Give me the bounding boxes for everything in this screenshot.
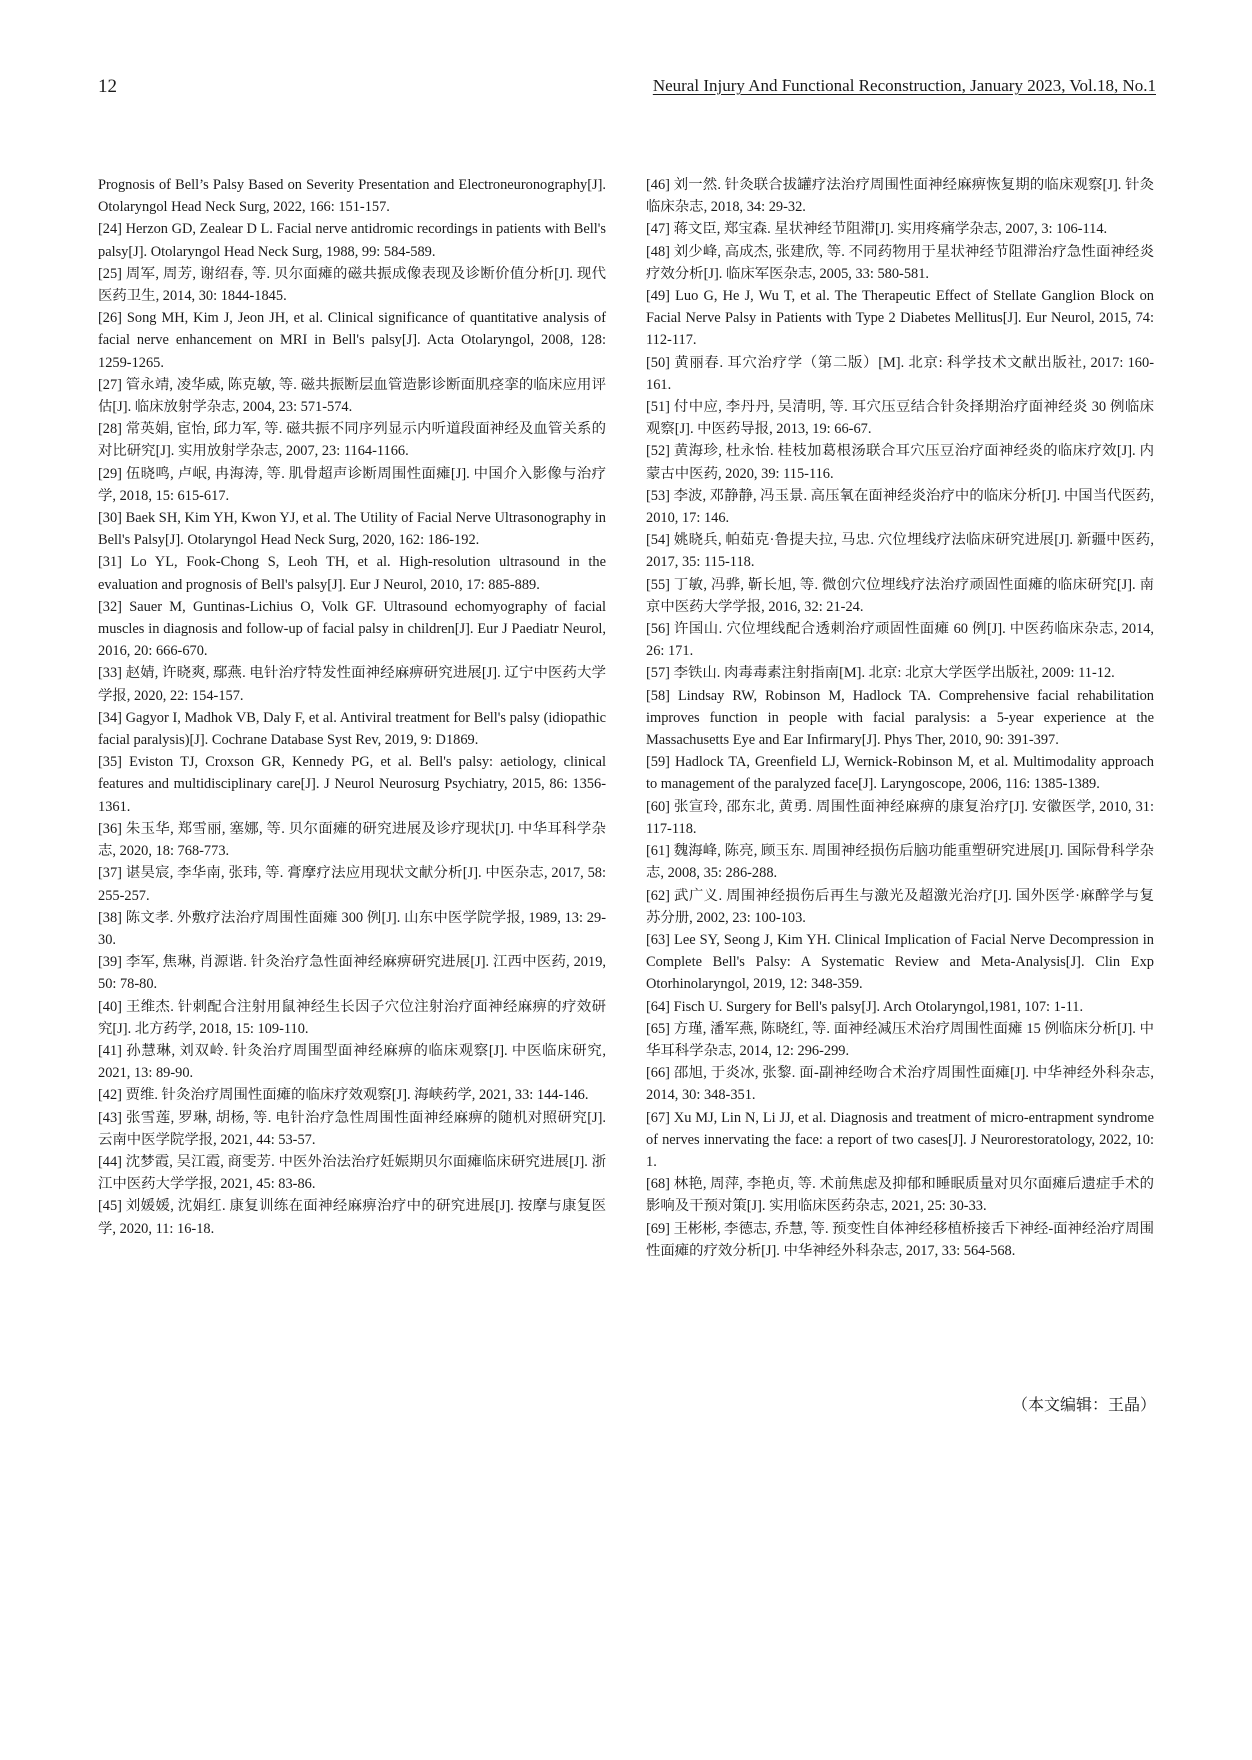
reference-item: [63] Lee SY, Seong J, Kim YH. Clinical Implication of Facial Nerve Decompression in Complete Bell's Palsy: A Systematic Review and Meta-Analysis[J]. Clin Exp Otorhinolaryngol, 2019, 12: 348-359.	[646, 931, 1154, 993]
reference-item: [34] Gagyor I, Madhok VB, Daly F, et al. Antiviral treatment for Bell's palsy (idiopathic facial paralysis)[J]. Cochrane Database Syst Rev, 2019, 9: D1869.	[98, 709, 606, 749]
reference-item: [57] 李铁山. 肉毒毒素注射指南[M]. 北京: 北京大学医学出版社, 2009: 11-12.	[646, 665, 1115, 682]
reference-item: [50] 黄丽春. 耳穴治疗学（第二版）[M]. 北京: 科学技术文献出版社, 2017: 160-161.	[646, 354, 1154, 393]
reference-item: [32] Sauer M, Guntinas-Lichius O, Volk GF. Ultrasound echomyography of facial muscles in diagnosis and follow-up of facial palsy in children[J]. Eur J Paediatr Neurol, 2016, 20: 666-670.	[98, 598, 606, 660]
reference-item: [65] 方瑾, 潘军燕, 陈晓红, 等. 面神经减压术治疗周围性面瘫 15 例临床分析[J]. 中华耳科学杂志, 2014, 12: 296-299.	[646, 1020, 1154, 1059]
reference-item: [39] 李军, 焦琳, 肖源谐. 针灸治疗急性面神经麻痹研究进展[J]. 江西中医药, 2019, 50: 78-80.	[98, 954, 606, 993]
reference-item: [61] 魏海峰, 陈亮, 顾玉东. 周围神经损伤后脑功能重塑研究进展[J]. 国际骨科学杂志, 2008, 35: 286-288.	[646, 843, 1154, 882]
reference-item: [37] 谌昊宸, 李华南, 张玮, 等. 膏摩疗法应用现状文献分析[J]. 中医杂志, 2017, 58: 255-257.	[98, 865, 606, 904]
page-number: 12	[98, 76, 117, 97]
reference-item: [48] 刘少峰, 高成杰, 张建欣, 等. 不同药物用于星状神经节阻滞治疗急性面神经炎疗效分析[J]. 临床军医杂志, 2005, 33: 580-581.	[646, 243, 1154, 282]
reference-item: [42] 贾维. 针灸治疗周围性面瘫的临床疗效观察[J]. 海峡药学, 2021, 33: 144-146.	[98, 1087, 589, 1104]
reference-item: [46] 刘一然. 针灸联合拔罐疗法治疗周围性面神经麻痹恢复期的临床观察[J]. 针灸临床杂志, 2018, 34: 29-32.	[646, 177, 1154, 216]
reference-item: [44] 沈梦霞, 吴江霞, 商雯芳. 中医外治法治疗妊娠期贝尔面瘫临床研究进展[J]. 浙江中医药大学学报, 2021, 45: 83-86.	[98, 1153, 606, 1193]
reference-item: [69] 王彬彬, 李德志, 乔慧, 等. 预变性自体神经移植桥接舌下神经-面神经治疗周围性面瘫的疗效分析[J]. 中华神经外科杂志, 2017, 33: 564-568.	[646, 1220, 1154, 1259]
page-header	[98, 76, 1156, 100]
reference-item: [60] 张宣玲, 邵东北, 黄勇. 周围性面神经麻痹的康复治疗[J]. 安徽医学, 2010, 31: 117-118.	[646, 798, 1154, 837]
reference-item: [52] 黄海珍, 杜永怡. 桂枝加葛根汤联合耳穴压豆治疗面神经炎的临床疗效[J]. 内蒙古中医药, 2020, 39: 115-116.	[646, 443, 1154, 482]
reference-item: [25] 周军, 周芳, 谢绍春, 等. 贝尔面瘫的磁共振成像表现及诊断价值分析[J]. 现代医药卫生, 2014, 30: 1844-1845.	[98, 265, 606, 305]
references-right-column	[646, 174, 1154, 1262]
reference-item: [53] 李波, 邓静静, 冯玉景. 高压氧在面神经炎治疗中的临床分析[J]. 中国当代医药, 2010, 17: 146.	[646, 487, 1154, 527]
reference-item: [47] 蒋文臣, 郑宝森. 星状神经节阻滞[J]. 实用疼痛学杂志, 2007, 3: 106-114.	[646, 221, 1108, 238]
journal-running-head: Neural Injury And Functional Reconstruction, January 2023, Vol.18, No.1	[652, 76, 1156, 95]
reference-item: [40] 王维杰. 针刺配合注射用鼠神经生长因子穴位注射治疗面神经麻痹的疗效研究[J]. 北方药学, 2018, 15: 109-110.	[98, 998, 606, 1037]
reference-item: [36] 朱玉华, 郑雪丽, 塞娜, 等. 贝尔面瘫的研究进展及诊疗现状[J]. 中华耳科学杂志, 2020, 18: 768-773.	[98, 820, 606, 860]
reference-item: [45] 刘媛媛, 沈娟红. 康复训练在面神经麻痹治疗中的研究进展[J]. 按摩与康复医学, 2020, 11: 16-18.	[98, 1198, 606, 1237]
reference-item: [38] 陈文孝. 外敷疗法治疗周围性面瘫 300 例[J]. 山东中医学院学报, 1989, 13: 29-30.	[98, 909, 606, 948]
reference-item: [49] Luo G, He J, Wu T, et al. The Therapeutic Effect of Stellate Ganglion Block on Facial Nerve Palsy in Patients with Type 2 Diabetes Mellitus[J]. Eur Neurol, 2015, 74: 112-117.	[646, 288, 1154, 349]
reference-item: [51] 付中应, 李丹丹, 吴清明, 等. 耳穴压豆结合针灸择期治疗面神经炎 30 例临床观察[J]. 中医药导报, 2013, 19: 66-67.	[646, 399, 1154, 438]
reference-item: [43] 张雪莲, 罗琳, 胡杨, 等. 电针治疗急性周围性面神经麻痹的随机对照研究[J]. 云南中医学院学报, 2021, 44: 53-57.	[98, 1109, 606, 1148]
reference-item: [56] 许国山. 穴位埋线配合透刺治疗顽固性面瘫 60 例[J]. 中医药临床杂志, 2014, 26: 171.	[646, 621, 1154, 660]
references-left-column	[98, 174, 606, 1240]
reference-item: [58] Lindsay RW, Robinson M, Hadlock TA. Comprehensive facial rehabilitation improves function in people with facial paralysis: a 5-year experience at the Massachusetts Eye and Ear Infirmary[J]. Phys Ther, 2010, 90: 391-397.	[646, 687, 1154, 749]
reference-item: [26] Song MH, Kim J, Jeon JH, et al. Clinical significance of quantitative analysis of facial nerve enhancement on MRI in Bell's palsy[J]. Acta Otolaryngol, 2008, 128: 1259-1265.	[98, 310, 606, 371]
reference-item: [29] 伍晓鸣, 卢岷, 冉海涛, 等. 肌骨超声诊断周围性面瘫[J]. 中国介入影像与治疗学, 2018, 15: 615-617.	[98, 465, 606, 504]
reference-item: [27] 管永靖, 凌华威, 陈克敏, 等. 磁共振断层血管造影诊断面肌痉挛的临床应用评估[J]. 临床放射学杂志, 2004, 23: 571-574.	[98, 376, 606, 416]
reference-item: [41] 孙慧琳, 刘双岭. 针灸治疗周围型面神经麻痹的临床观察[J]. 中医临床研究, 2021, 13: 89-90.	[98, 1042, 606, 1082]
reference-item: [24] Herzon GD, Zealear D L. Facial nerve antidromic recordings in patients with Bell's palsy[J]. Otolaryngol Head Neck Surg, 1988, 99: 584-589.	[98, 221, 606, 260]
reference-item: [28] 常英娟, 宦怡, 邱力军, 等. 磁共振不同序列显示内听道段面神经及血管关系的对比研究[J]. 实用放射学杂志, 2007, 23: 1164-1166.	[98, 421, 606, 460]
reference-item: [66] 邵旭, 于炎冰, 张黎. 面-副神经吻合术治疗周围性面瘫[J]. 中华神经外科杂志, 2014, 30: 348-351.	[646, 1065, 1154, 1104]
reference-item: [54] 姚晓兵, 帕茹克·鲁提夫拉, 马忠. 穴位埋线疗法临床研究进展[J]. 新疆中医药, 2017, 35: 115-118.	[646, 532, 1154, 571]
reference-item: [33] 赵婧, 许晓爽, 鄢燕. 电针治疗特发性面神经麻痹研究进展[J]. 辽宁中医药大学学报, 2020, 22: 154-157.	[98, 665, 606, 704]
reference-item: Prognosis of Bell’s Palsy Based on Severity Presentation and Electroneuronography[J]. Otolaryngol Head Neck Surg, 2022, 166: 151-157.	[98, 177, 606, 216]
reference-item: [55] 丁敏, 冯骅, 靳长旭, 等. 微创穴位埋线疗法治疗顽固性面瘫的临床研究[J]. 南京中医药大学学报, 2016, 32: 21-24.	[646, 576, 1154, 615]
reference-item: [62] 武广义. 周围神经损伤后再生与激光及超激光治疗[J]. 国外医学·麻醉学与复苏分册, 2002, 23: 100-103.	[646, 887, 1154, 926]
reference-item: [67] Xu MJ, Lin N, Li JJ, et al. Diagnosis and treatment of micro-entrapment syndrome of nerves innervating the face: a report of two cases[J]. J Neurorestoratology, 2022, 10: 1.	[646, 1109, 1154, 1170]
reference-item: [68] 林艳, 周萍, 李艳贞, 等. 术前焦虑及抑郁和睡眠质量对贝尔面瘫后遗症手术的影响及干预对策[J]. 实用临床医药杂志, 2021, 25: 30-33.	[646, 1176, 1154, 1215]
reference-item: [64] Fisch U. Surgery for Bell's palsy[J]. Arch Otolaryngol,1981, 107: 1-11.	[646, 998, 1084, 1015]
editor-note: （本文编辑：王晶）	[1011, 1397, 1156, 1414]
reference-item: [31] Lo YL, Fook-Chong S, Leoh TH, et al. High-resolution ultrasound in the evaluation and prognosis of Bell's palsy[J]. Eur J Neurol, 2010, 17: 885-889.	[98, 554, 606, 593]
reference-item: [30] Baek SH, Kim YH, Kwon YJ, et al. The Utility of Facial Nerve Ultrasonography in Bell's Palsy[J]. Otolaryngol Head Neck Surg, 2020, 162: 186-192.	[98, 510, 606, 549]
reference-item: [35] Eviston TJ, Croxson GR, Kennedy PG, et al. Bell's palsy: aetiology, clinical features and multidisciplinary care[J]. J Neurol Neurosurg Psychiatry, 2015, 86: 1356-1361.	[98, 754, 606, 815]
reference-item: [59] Hadlock TA, Greenfield LJ, Wernick-Robinson M, et al. Multimodality approach to management of the paralyzed face[J]. Laryngoscope, 2006, 116: 1385-1389.	[646, 754, 1154, 793]
